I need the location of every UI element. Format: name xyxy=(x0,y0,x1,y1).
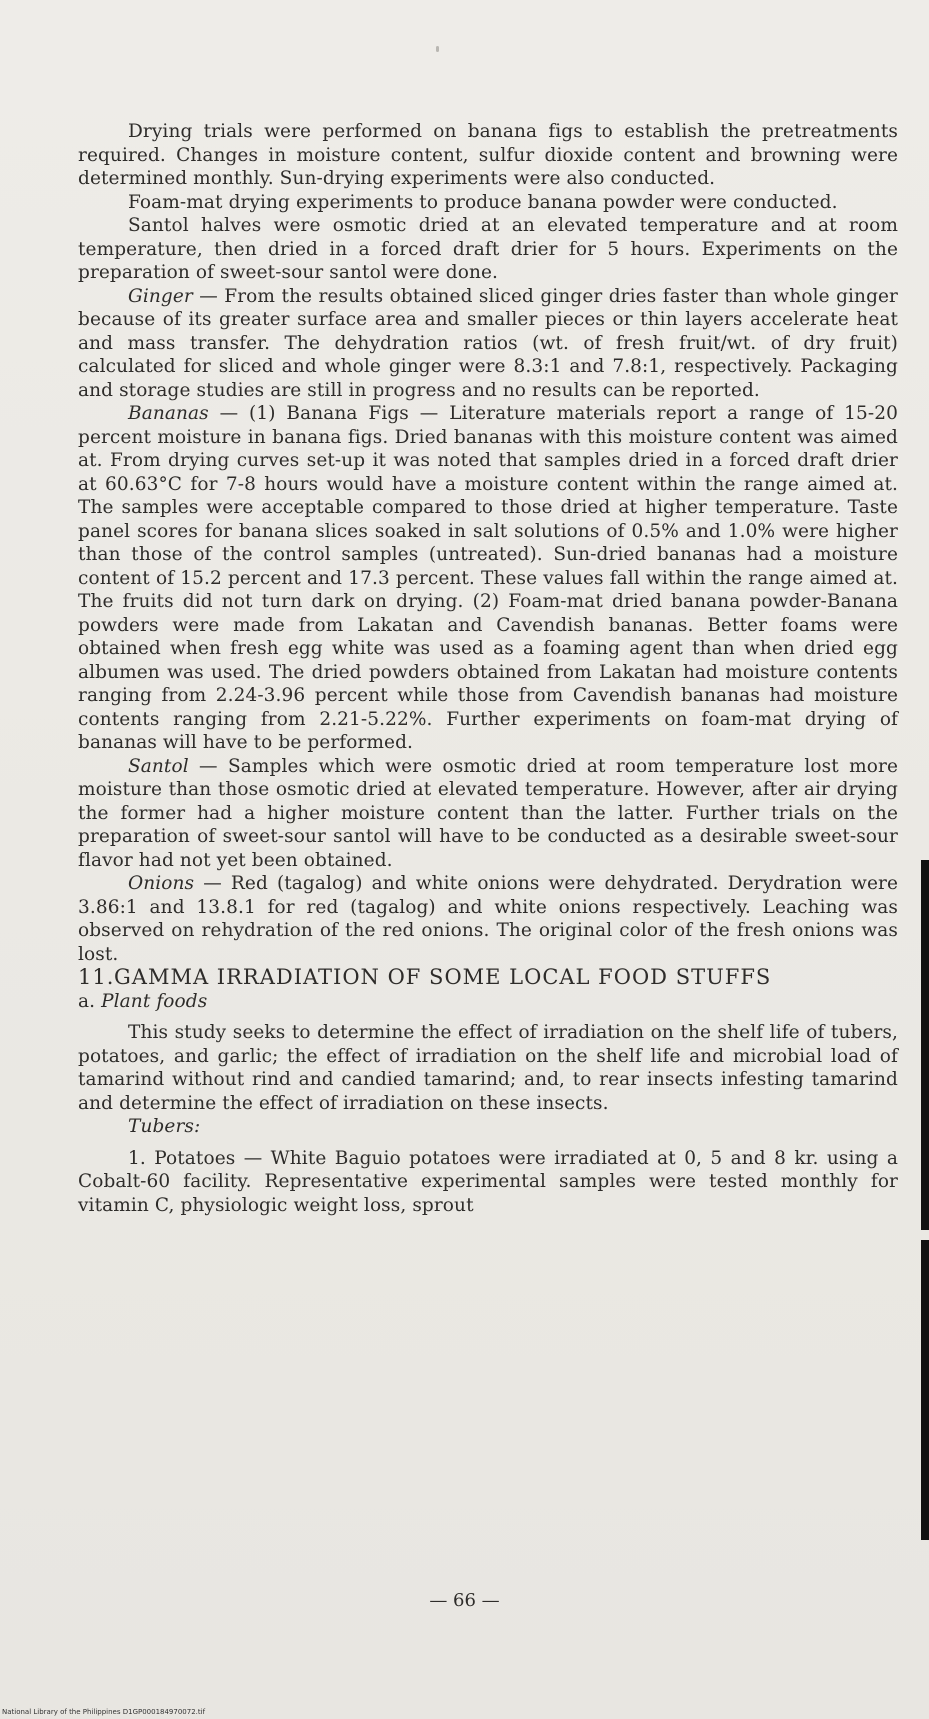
ginger-lead: Ginger xyxy=(128,285,193,307)
subsection-letter: a. xyxy=(78,990,96,1012)
paragraph-ginger xyxy=(78,285,898,403)
section-number: 11. xyxy=(78,965,115,989)
paragraph-onions xyxy=(78,872,898,966)
ginger-body: — From the results obtained sliced ginger dries faster than whole ginger because of its greater surface area and smaller pieces or thin layers accelerate heat and mass transfer. The dehydration ratios (wt. of fresh fruit/wt. of dry fruit) calculated for sliced and whole ginger were 8.3:1 and 7.8:1, respectively. Packaging and storage studies are still in progress and no results can be reported. xyxy=(78,285,898,401)
paragraph-foam-mat-drying: Foam-mat drying experiments to produce banana powder were conducted. xyxy=(128,191,838,213)
paragraph-santol-halves: Santol halves were osmotic dried at an elevated temperature and at room temperature, then dried in a forced draft drier for 5 hours. Experiments on the preparation of sweet-sour santol were done. xyxy=(78,215,898,283)
onions-body: — Red (tagalog) and white onions were dehydrated. Derydration were 3.86:1 and 13.8.1 for red (tagalog) and white onions respectively. Leaching was observed on rehydration of the red onions. The original color of the fresh onions was lost. xyxy=(78,873,898,965)
scan-speck xyxy=(436,46,439,52)
onions-lead: Onions xyxy=(128,873,195,894)
bananas-body: — (1) Banana Figs — Literature materials report a range of 15-20 percent moisture in banana figs. Dried bananas with this moisture content was aimed at. From drying curves set-up it was noted that samples dried in a forced draft drier at 60.63°C for 7-8 hours would have a moisture content within the range aimed at. The samples were acceptable compared to those dried at higher temperature. Taste panel scores for banana slices soaked in salt solutions of 0.5% and 1.0% were higher than those of the control samples (untreated). Sun-dried bananas had a moisture content of 15.2 percent and 17.3 percent. These values fall within the range aimed at. The fruits did not turn dark on drying. (2) Foam-mat dried banana powder-Banana powders were made from Lakatan and Cavendish bananas. Better foams were obtained when fresh egg white was used as a foaming agent than when dried egg albumen was used. The dried powders obtained from Lakatan had moisture contents ranging from 2.24-3.96 percent while those from Cavendish bananas had moisture contents ranging from 2.21-5.22%. Further experiments on foam-mat drying of bananas will have to be performed. xyxy=(78,403,898,753)
bananas-lead: Bananas xyxy=(128,403,209,424)
scan-edge-shadow-upper xyxy=(921,860,929,1230)
tubers-heading: Tubers: xyxy=(128,1116,201,1137)
santol-body: — Samples which were osmotic dried at room temperature lost more moisture than those osmotic dried at elevated temperature. However, after air drying the former had a higher moisture content than the latter. Further trials on the preparation of sweet-sour santol will have to be conducted as a desirable sweet-sour flavor had not yet been obtained. xyxy=(78,755,898,871)
footer-credit: National Library of the Philippines D1GP000184970072.tif xyxy=(2,1708,206,1716)
subsection-title: Plant foods xyxy=(101,990,208,1012)
paragraph-plant-foods: This study seeks to determine the effect of irradiation on the shelf life of tubers, potatoes, and garlic; the effect of irradiation on the shelf life and microbial load of tamarind without rind and candied tamarind; and, to rear insects infesting tamarind and determine the effect of irradiation on these insects. xyxy=(78,1022,898,1114)
subsection-heading xyxy=(78,990,898,1014)
page-number: — 66 — xyxy=(429,1590,500,1611)
section-heading xyxy=(78,966,898,990)
santol-lead: Santol xyxy=(128,755,189,777)
scan-edge-shadow-lower xyxy=(921,1240,929,1540)
paragraph-potatoes: 1. Potatoes — White Baguio potatoes were irradiated at 0, 5 and 8 kr. using a Cobalt-60 facility. Representative experimental samples were tested monthly for vitamin C, physiologic weight loss, sprout xyxy=(78,1147,898,1216)
document-body xyxy=(78,120,898,1217)
paragraph-santol xyxy=(78,755,898,873)
paragraph-banana-figs-trials: Drying trials were performed on banana figs to establish the pretreatments required. Changes in moisture content, sulfur dioxide content and browning were determined monthly. Sun-drying experiments were also conducted. xyxy=(78,121,898,189)
paragraph-bananas xyxy=(78,402,898,755)
section-title: GAMMA IRRADIATION OF SOME LOCAL FOOD STUFFS xyxy=(114,965,772,989)
